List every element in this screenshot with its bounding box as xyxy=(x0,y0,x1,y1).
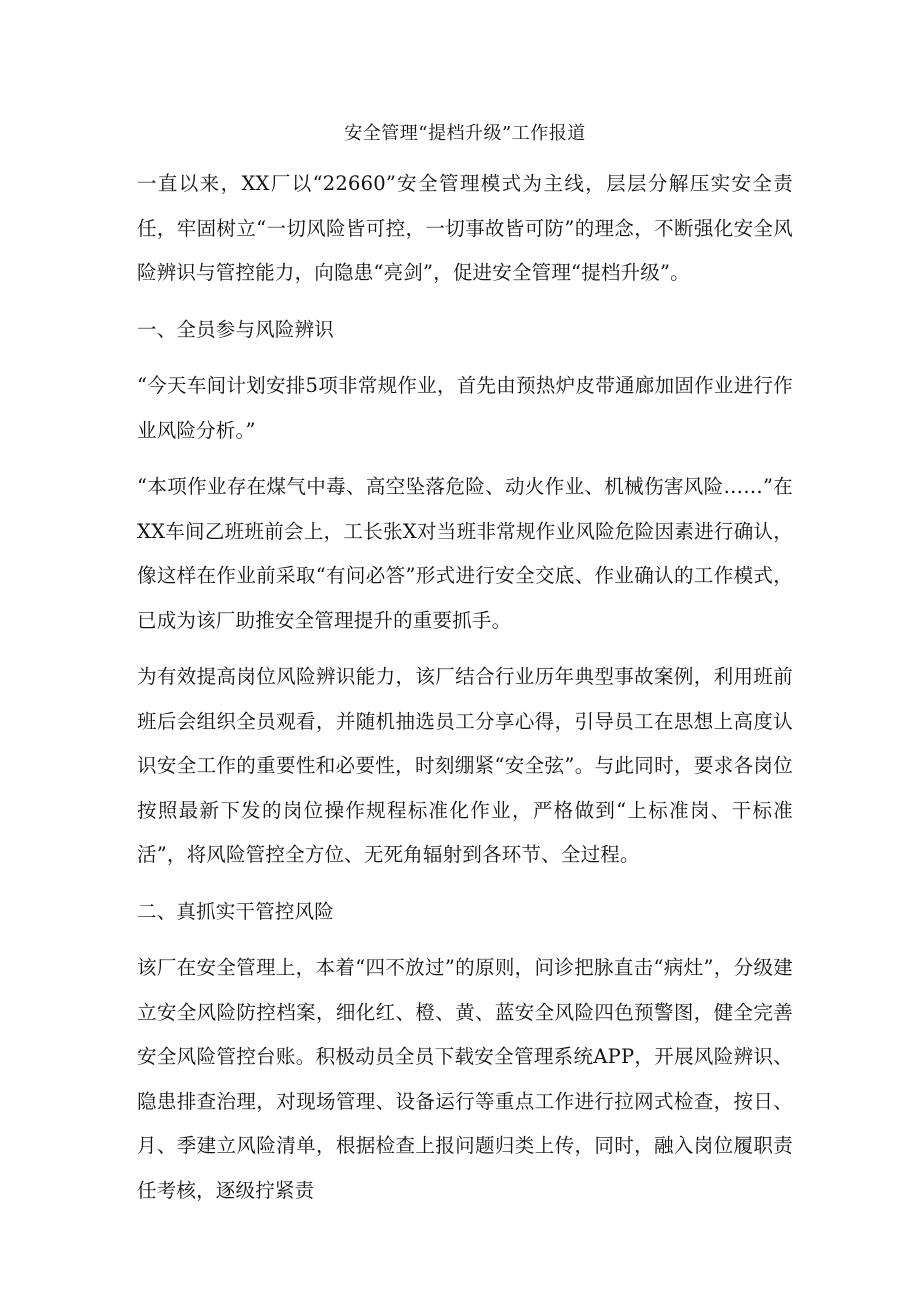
section1-quote2: “本项作业存在煤气中毒、高空坠落危险、动火作业、机械伤害风险……”在XX车间乙班班前会上，工长张X对当班非常规作业风险危险因素进行确认，像这样在作业前采取“有问必答”形式进行安全交底、作业确认的工作模式，已成为该厂助推安全管理提升的重要抓手。 xyxy=(137,475,793,632)
section1-heading: 一、全员参与风险辨识 xyxy=(137,317,335,341)
spacer xyxy=(137,643,793,655)
section2-heading: 二、真抓实干管控风险 xyxy=(137,899,335,923)
document-page xyxy=(137,114,793,1213)
document-title: 安全管理“提档升级”工作报道 xyxy=(344,123,586,144)
section1-quote1: “今天车间计划安排5项非常规作业，首先由预热炉皮带通廊加固作业进行作业风险分析。” xyxy=(137,374,793,442)
section2-paragraph: 该厂在安全管理上，本着“四不放过”的原则，问诊把脉直击“病灶”，分级建立安全风险防控档案，细化红、橙、黄、蓝安全风险四色预警图，健全完善安全风险管控台账。积极动员全员下载安全管理系统APP，开展风险辨识、隐患排查治理，对现场管理、设备运行等重点工作进行拉网式检查，按日、月、季建立风险清单，根据检查上报问题归类上传，同时，融入岗位履职责任考核，逐级拧紧责 xyxy=(137,956,793,1202)
spacer xyxy=(137,878,793,890)
spacer xyxy=(137,296,793,308)
spacer xyxy=(137,934,793,946)
spacer xyxy=(137,352,793,364)
spacer xyxy=(137,453,793,465)
intro-paragraph: 一直以来，XX厂以“22660”安全管理模式为主线，层层分解压实安全责任，牢固树立“一切风险皆可控，一切事故皆可防”的理念，不断强化安全风险辨识与管控能力，向隐患“亮剑”，促进安全管理“提档升级”。 xyxy=(137,172,793,284)
section1-paragraph: 为有效提高岗位风险辨识能力，该厂结合行业历年典型事故案例，利用班前班后会组织全员观看，并随机抽选员工分享心得，引导员工在思想上高度认识安全工作的重要性和必要性，时刻绷紧“安全弦”。与此同时，要求各岗位按照最新下发的岗位操作规程标准化作业，严格做到“上标准岗、干标准活”，将风险管控全方位、无死角辐射到各环节、全过程。 xyxy=(137,665,793,866)
